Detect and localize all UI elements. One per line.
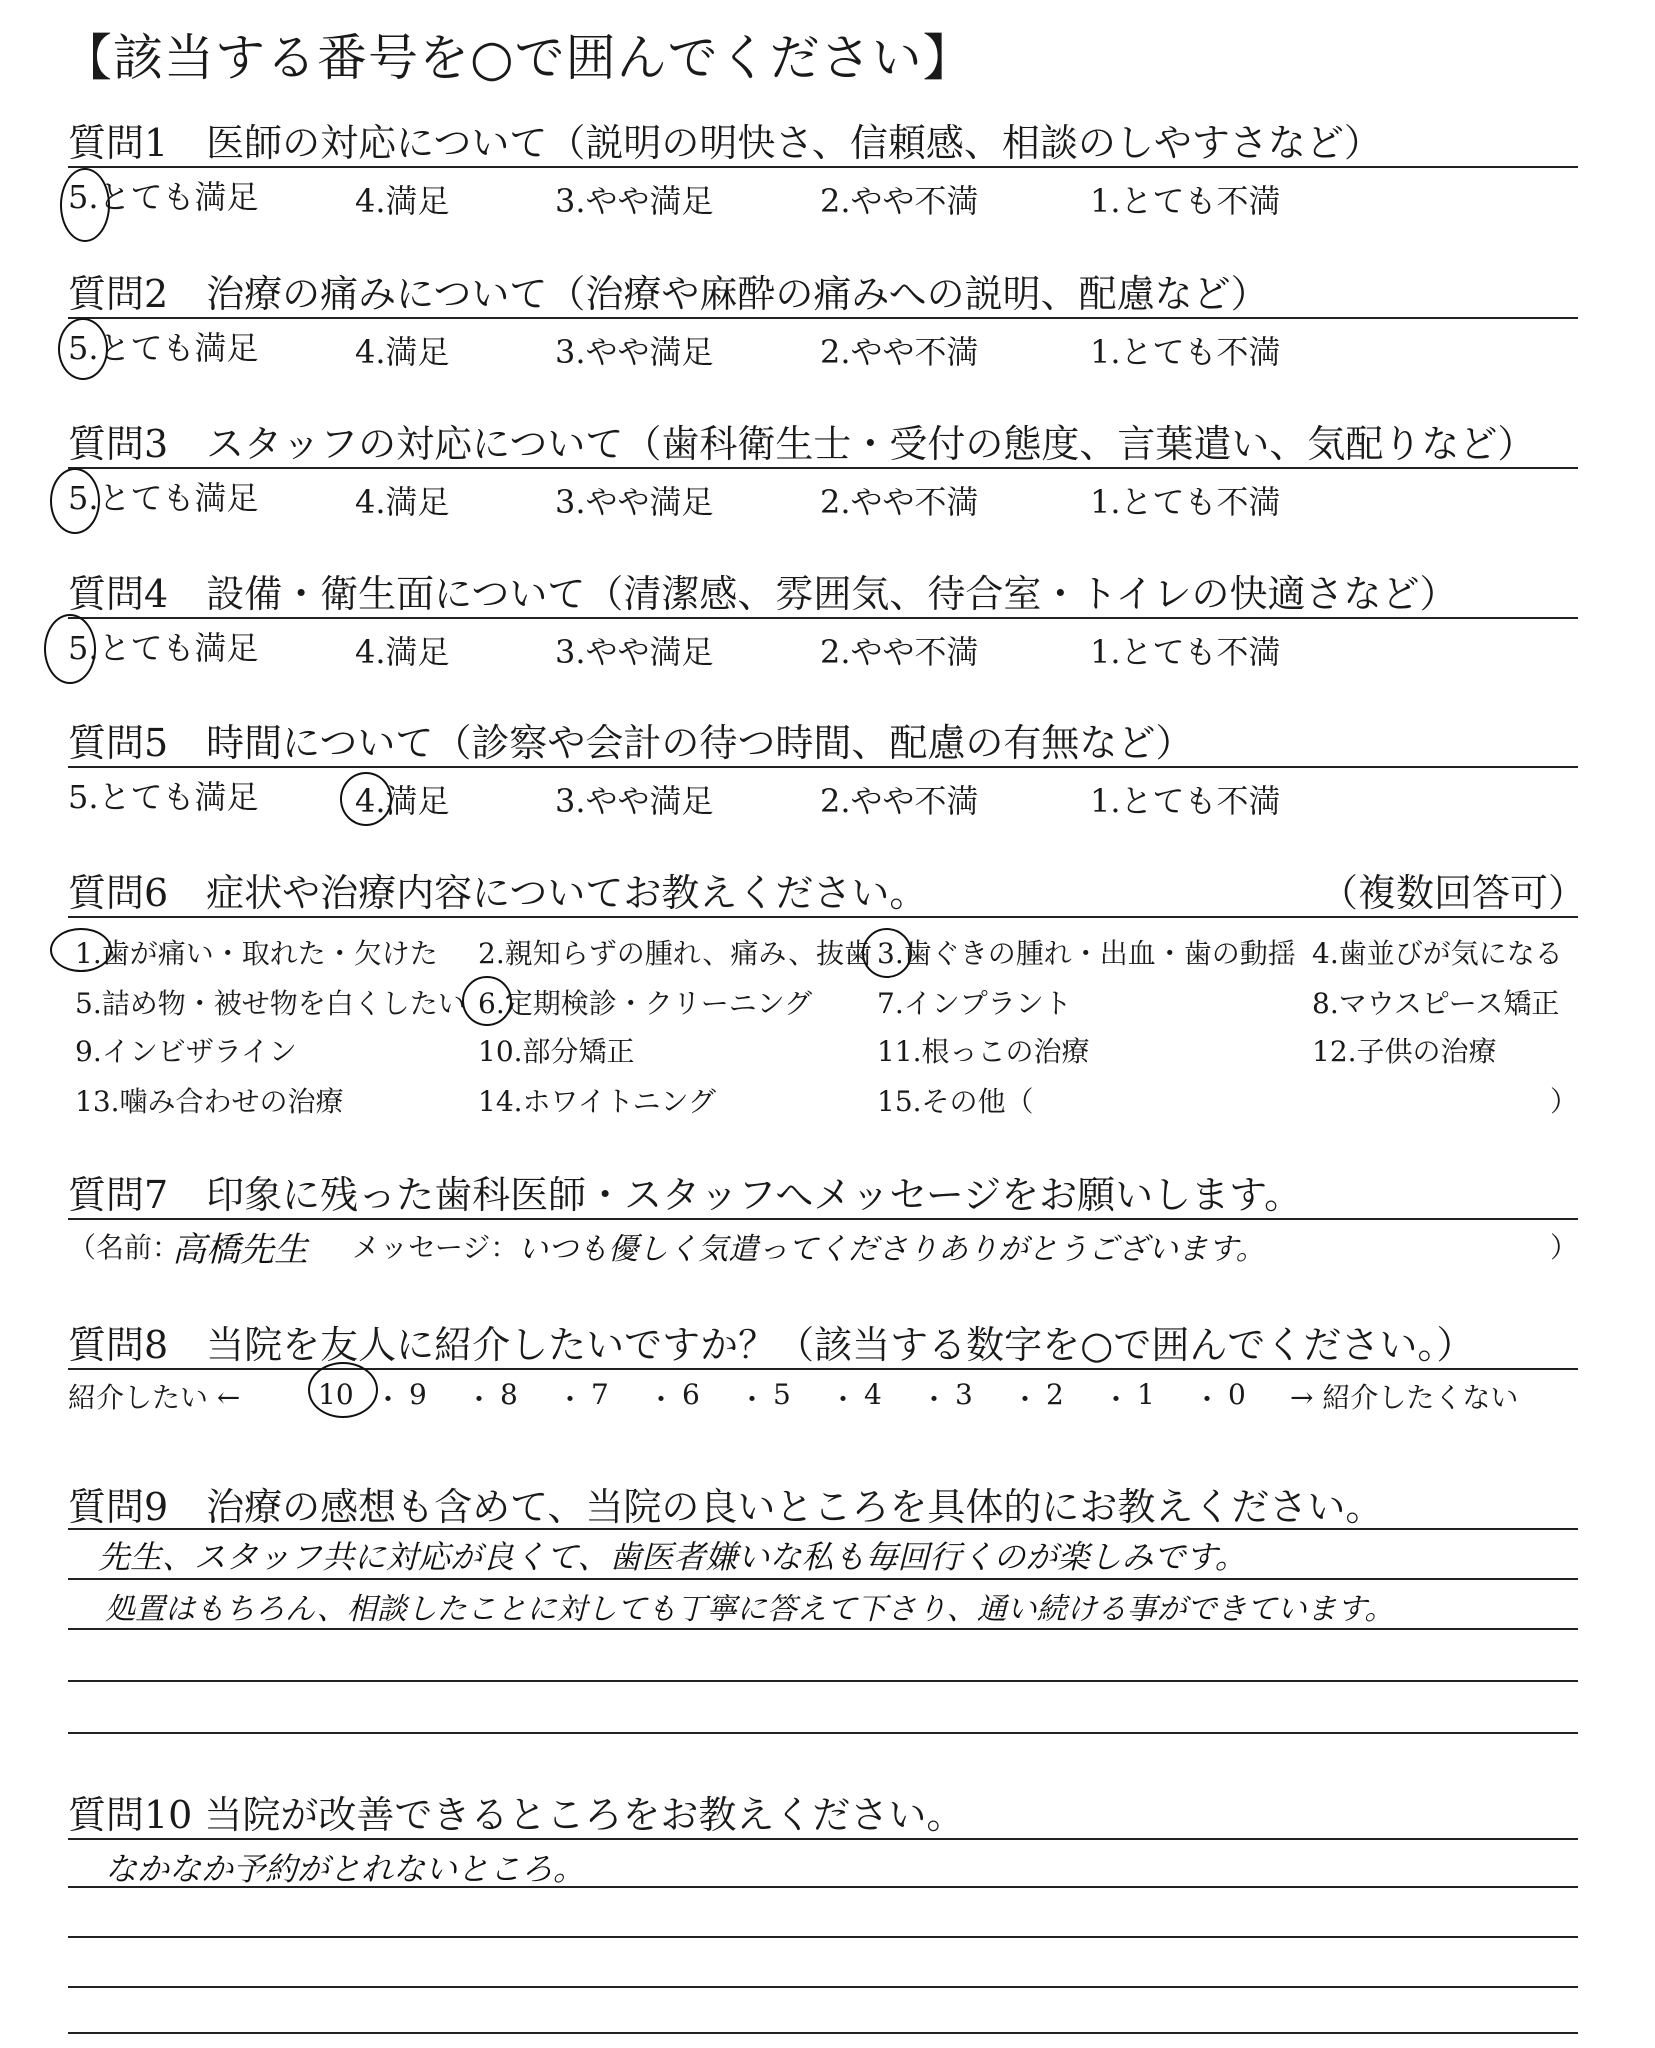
- q9-rule-1: [68, 1578, 1578, 1580]
- q3-option-3[interactable]: 3.やや満足: [555, 483, 714, 521]
- q7-message-value[interactable]: いつも優しく気遣ってくださりありがとうございます。: [518, 1232, 1266, 1267]
- q2-option-2[interactable]: 2.やや不満: [820, 333, 979, 371]
- q8-scale-5[interactable]: 5: [773, 1378, 791, 1411]
- q3-selection-circle: [50, 468, 100, 534]
- q3-rule: [68, 467, 1578, 469]
- q6-item-11[interactable]: 11.根っこの治療: [877, 1035, 1090, 1068]
- q8-scale-0[interactable]: 0: [1228, 1378, 1246, 1411]
- q10-rule-2: [68, 1936, 1578, 1938]
- q6-selection-circle-6: [462, 976, 512, 1026]
- q9-rule-4: [68, 1732, 1578, 1734]
- q5-option-2[interactable]: 2.やや不満: [820, 782, 979, 820]
- q6-item-4[interactable]: 4.歯並びが気になる: [1312, 937, 1563, 970]
- q1-selection-circle: [60, 168, 110, 242]
- q6-item-9[interactable]: 9.インビザライン: [75, 1035, 297, 1068]
- q8-scale-2[interactable]: 2: [1046, 1378, 1064, 1411]
- q8-scale-separator: ・: [829, 1383, 858, 1416]
- q9-rule-0: [68, 1528, 1578, 1530]
- q3-option-5[interactable]: 5.とても満足: [68, 479, 259, 517]
- q4-rule: [68, 617, 1578, 619]
- q6-item-7[interactable]: 7.インプラント: [877, 987, 1072, 1020]
- q6-selection-circle-3: [862, 928, 912, 978]
- q9-label: 質問9 治療の感想も含めて、当院の良いところを具体的にお教えください。: [68, 1485, 1384, 1529]
- q10-answer-line-1[interactable]: なかなか予約がとれないところ。: [105, 1850, 586, 1888]
- q3-label: 質問3 スタッフの対応について（歯科衛生士・受付の態度、言葉遣い、気配りなど）: [68, 422, 1536, 466]
- q8-scale-4[interactable]: 4: [864, 1378, 882, 1411]
- q8-scale-3[interactable]: 3: [955, 1378, 973, 1411]
- q10-rule-4: [68, 2032, 1578, 2034]
- q8-scale-6[interactable]: 6: [682, 1378, 700, 1411]
- q4-option-5[interactable]: 5.とても満足: [68, 629, 259, 667]
- q6-item-14[interactable]: 14.ホワイトニング: [478, 1085, 717, 1118]
- q8-scale-separator: ・: [738, 1383, 767, 1416]
- q9-rule-3: [68, 1680, 1578, 1682]
- q3-option-2[interactable]: 2.やや不満: [820, 483, 979, 521]
- q7-message-label: メッセージ：: [352, 1231, 519, 1264]
- q4-selection-circle: [44, 614, 96, 684]
- q8-left-label: 紹介したい ←: [68, 1381, 241, 1414]
- q6-item-15[interactable]: 15.その他（: [877, 1085, 1034, 1118]
- q1-option-2[interactable]: 2.やや不満: [820, 182, 979, 220]
- q6-item-1[interactable]: 1.歯が痛い・取れた・欠けた: [75, 937, 438, 970]
- q6-other-close-paren: ）: [1550, 1085, 1579, 1118]
- q6-item-12[interactable]: 12.子供の治療: [1312, 1035, 1497, 1068]
- q6-rule: [68, 916, 1578, 918]
- q6-label: 質問6 症状や治療内容についてお教えください。: [68, 871, 928, 915]
- q7-rule: [68, 1218, 1578, 1220]
- q5-rule: [68, 766, 1578, 768]
- q1-option-5[interactable]: 5.とても満足: [68, 178, 259, 216]
- q6-item-8[interactable]: 8.マウスピース矯正: [1312, 987, 1560, 1020]
- q7-close-paren: ）: [1550, 1231, 1579, 1264]
- q6-item-3[interactable]: 3.歯ぐきの腫れ・出血・歯の動揺: [877, 937, 1296, 970]
- q5-selection-circle: [340, 772, 392, 826]
- q1-option-4[interactable]: 4.満足: [355, 182, 450, 220]
- q4-option-3[interactable]: 3.やや満足: [555, 633, 714, 671]
- q8-scale-separator: ・: [1011, 1383, 1040, 1416]
- q2-option-5[interactable]: 5.とても満足: [68, 329, 259, 367]
- q6-item-2[interactable]: 2.親知らずの腫れ、痛み、抜歯: [478, 937, 873, 970]
- q1-label: 質問1 医師の対応について（説明の明快さ、信頼感、相談のしやすさなど）: [68, 121, 1382, 165]
- q5-option-4[interactable]: 4.満足: [355, 782, 450, 820]
- q6-item-13[interactable]: 13.噛み合わせの治療: [75, 1085, 344, 1118]
- q2-option-1[interactable]: 1.とても不満: [1090, 333, 1281, 371]
- q9-answer-line-2[interactable]: 処置はもちろん、相談したことに対しても丁寧に答えて下さり、通い続ける事ができています。: [105, 1592, 1395, 1627]
- q6-item-6[interactable]: 6.定期検診・クリーニング: [478, 987, 813, 1020]
- q8-scale-separator: ・: [647, 1383, 676, 1416]
- q10-rule-1: [68, 1886, 1578, 1888]
- q5-option-3[interactable]: 3.やや満足: [555, 782, 714, 820]
- q8-scale-10[interactable]: 10: [318, 1378, 354, 1411]
- q5-label: 質問5 時間について（診察や会計の待つ時間、配慮の有無など）: [68, 721, 1194, 765]
- q2-option-3[interactable]: 3.やや満足: [555, 333, 714, 371]
- q9-answer-line-1[interactable]: 先生、スタッフ共に対応が良くて、歯医者嫌いな私も毎回行くのが楽しみです。: [98, 1538, 1247, 1576]
- q8-scale-separator: ・: [556, 1383, 585, 1416]
- q9-rule-2: [68, 1628, 1578, 1630]
- q8-scale-8[interactable]: 8: [500, 1378, 518, 1411]
- q8-scale-separator: ・: [1102, 1383, 1131, 1416]
- q8-rule: [68, 1368, 1578, 1370]
- q7-name-label: （名前：: [68, 1231, 181, 1264]
- q7-name-value[interactable]: 高橋先生: [172, 1230, 308, 1270]
- q8-scale-9[interactable]: 9: [409, 1378, 427, 1411]
- q8-scale-7[interactable]: 7: [591, 1378, 609, 1411]
- q8-right-label: → 紹介したくない: [1290, 1381, 1519, 1414]
- q2-option-4[interactable]: 4.満足: [355, 333, 450, 371]
- q5-option-1[interactable]: 1.とても不満: [1090, 782, 1281, 820]
- q6-note: （複数回答可）: [1320, 871, 1587, 915]
- q8-scale-separator: ・: [465, 1383, 494, 1416]
- q10-label: 質問10 当院が改善できるところをお教えください。: [68, 1793, 965, 1837]
- q10-rule-0: [68, 1838, 1578, 1840]
- q5-option-5[interactable]: 5.とても満足: [68, 778, 259, 816]
- q8-scale-1[interactable]: 1: [1137, 1378, 1155, 1411]
- q2-label: 質問2 治療の痛みについて（治療や麻酔の痛みへの説明、配慮など）: [68, 272, 1269, 316]
- q4-label: 質問4 設備・衛生面について（清潔感、雰囲気、待合室・トイレの快適さなど）: [68, 572, 1458, 616]
- q10-rule-3: [68, 1986, 1578, 1988]
- q8-scale-separator: ・: [1193, 1383, 1222, 1416]
- q4-option-2[interactable]: 2.やや不満: [820, 633, 979, 671]
- q4-option-4[interactable]: 4.満足: [355, 633, 450, 671]
- q6-item-5[interactable]: 5.詰め物・被せ物を白くしたい: [75, 987, 466, 1020]
- q8-label: 質問8 当院を友人に紹介したいですか？（該当する数字を○で囲んでください。）: [68, 1323, 1475, 1367]
- q3-option-1[interactable]: 1.とても不満: [1090, 483, 1281, 521]
- q2-rule: [68, 317, 1578, 319]
- q1-option-1[interactable]: 1.とても不満: [1090, 182, 1281, 220]
- q1-option-3[interactable]: 3.やや満足: [555, 182, 714, 220]
- q1-rule: [68, 166, 1578, 168]
- q7-label: 質問7 印象に残った歯科医師・スタッフへメッセージをお願いします。: [68, 1173, 1303, 1217]
- q6-selection-circle-1: [50, 928, 112, 972]
- form-title: 【該当する番号を○で囲んでください】: [62, 29, 974, 87]
- q2-selection-circle: [58, 318, 108, 380]
- q8-scale-separator: ・: [920, 1383, 949, 1416]
- q8-selection-circle: [308, 1362, 378, 1418]
- q6-item-10[interactable]: 10.部分矯正: [478, 1035, 635, 1068]
- q3-option-4[interactable]: 4.満足: [355, 483, 450, 521]
- q8-scale-separator: ・: [374, 1383, 403, 1416]
- q4-option-1[interactable]: 1.とても不満: [1090, 633, 1281, 671]
